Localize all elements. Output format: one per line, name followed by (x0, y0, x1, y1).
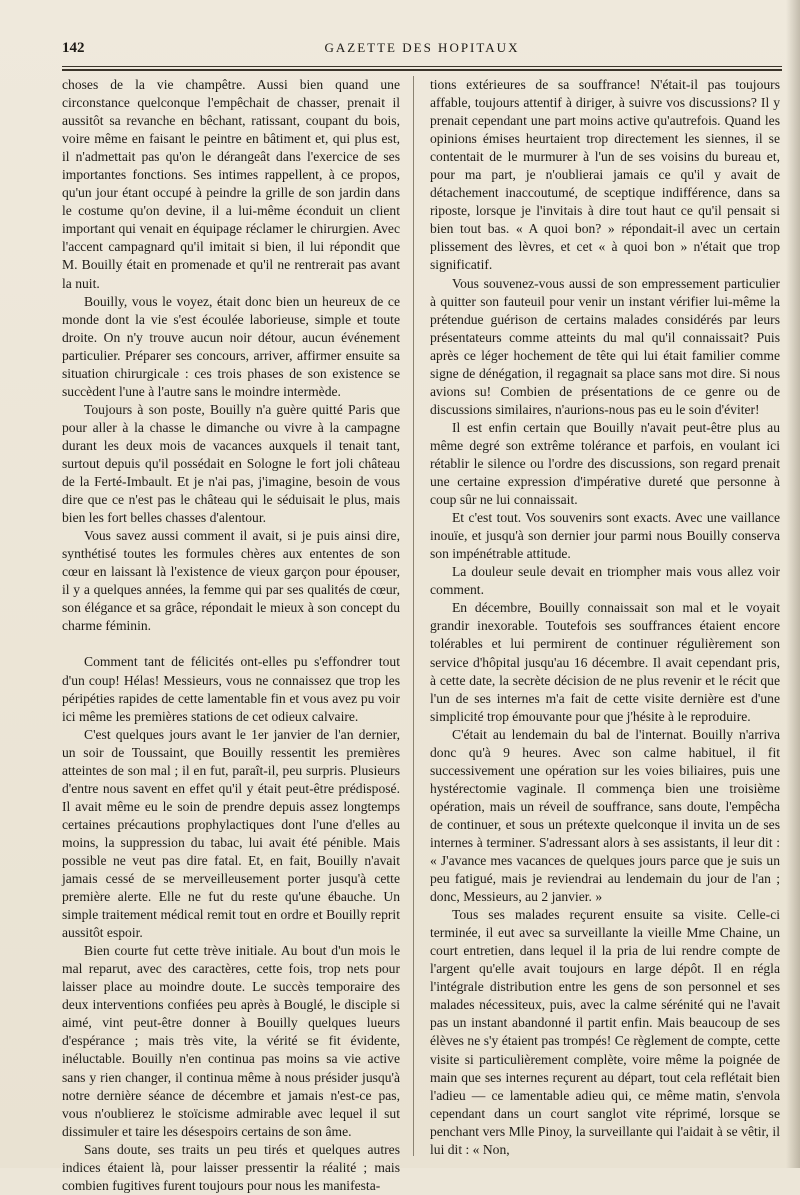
paragraph: Il est enfin certain que Bouilly n'avait peut-être plus au même degré son extrême tolérance et parfois, en voulant ici rétablir le silence ou l'ordre des discussions, son regard prenait une certaine expression d'impérative dureté que personne à coup sûr ne lui connaissait. (430, 419, 780, 508)
paragraph: Vous souvenez-vous aussi de son empressement particulier à quitter son fauteuil pour venir un instant vérifier lui-même la prétendue guérison de certains malades considérés par leurs présentateurs comme atteints du mal qu'il connaissait? Puis après ce léger hochement de tête qui lui était familier comme signe de dénégation, il regagnait sa place sans mot dire. Si nous avions su! Combien de présentations de ce genre ou de discussions similaires, n'aurions-nous pas eu le soin d'éviter! (430, 275, 780, 417)
paragraph: C'est quelques jours avant le 1er janvier de l'an dernier, un soir de Toussaint, que Bouilly ressentit les premières atteintes de son mal ; il en fut, paraît-il, peu surpris. Plusieurs d'entre nous savent en effet qu'il y était peut-être prédisposé. Il avait même eu le soin de prendre depuis assez longtemps certaines précautions prophylactiques dont l'une d'elles au moins, la suppression du tabac, lui avait été pénible. Mais possible ne veut pas dire fatal. Et, en fait, Bouilly n'avait jamais cessé de se merveilleusement porter jusqu'à cette première alerte. Elle ne fut du reste qu'une ébauche. Un simple traitement médical remit tout en ordre et Bouilly reprit aussitôt espoir. (62, 726, 400, 941)
paragraph: Tous ses malades reçurent ensuite sa visite. Celle-ci terminée, il eut avec sa surveillante la vieille Mme Chaine, un court entretien, dans lequel il la pria de lui rendre compte de l'argent qu'elle avait toujours en large dépôt. Il en régla l'intégrale distribution entre les gens de son personnel et ses malades nécessiteux, puis, avec la calme sérénité qui ne l'avait pas un instant abandonné il partit enfin. Mais beaucoup de ses élèves ne s'y étaient pas trompés! Ce règlement de compte, cette visite si particulièrement complète, voire même la poignée de main que ses internes reçurent au départ, tout cela reflétait bien l'adieu — ce lamentable adieu qui, ce même matin, s'envola cependant dans un court sanglot vite réprimé, lorsque se penchant vers Mlle Pinoy, la surveillante qui l'aidait à se vêtir, il lui dit : « Non, (430, 907, 780, 1157)
header-rule (62, 66, 782, 67)
paragraph: Et c'est tout. Vos souvenirs sont exacts. Avec une vaillance inouïe, et jusqu'à son dernier jour parmi nous Bouilly conserva son impénétrable attitude. (430, 510, 780, 562)
right-column (430, 76, 780, 1156)
paragraph: Toujours à son poste, Bouilly n'a guère quitté Paris que pour aller à la chasse le dimanche ou vivre à la campagne durant les deux mois de vacances auxquels il tenait tant, surtout depuis qu'il possédait en Sologne le fort joli château de la Ferté-Imbault. Et je n'ai pas, j'imagine, besoin de vous dire que ce n'est pas le château qui le séduisait le plus, mais bien les fort belles chasses d'alentour. (62, 401, 400, 526)
paragraph: En décembre, Bouilly connaissait son mal et le voyait grandir inexorable. Toutefois ses souffrances étaient encore tolérables et lui permirent de continuer régulièrement son service d'hôpital jusqu'au 16 décembre. Il avait cependant pris, à cette date, la secrète décision de ne plus revenir et le récit que l'un de ses internes m'a fait de cette visite dernière est d'une simplicité trop émouvante pour que j'hésite à le reproduire. (430, 600, 780, 724)
paragraph: Bouilly, vous le voyez, était donc bien un heureux de ce monde dont la vie s'est écoulée laborieuse, simple et toute droite. On n'y trouve aucun noir détour, aucun événement particulier. Préparer ses concours, arriver, affirmer ensuite sa situation chirurgicale : ces trois phases de son existence se succèdent l'une à l'autre sans le moindre intermède. (62, 293, 400, 399)
paragraph: tions extérieures de sa souffrance! N'était-il pas toujours affable, toujours attentif à diriger, à suivre vos discussions? Il y prenait cependant une part moins active qu'autrefois. Quand les opinions émises heurtaient trop directement les siennes, il se contentait de le murmurer à l'un de ses voisins du bureau et, pour ma part, je n'oublierai jamais ce qu'il y avait de détachement inaccoutumé, de sceptique indifférence, dans sa riposte, lorsque je l'invitais à dire tout haut ce qu'il pensait si bien tout bas. « A quoi bon? » répondait-il avec un certain plissement des lèvres, et cet « à quoi bon » n'était que trop significatif. (430, 77, 780, 273)
column-divider (413, 76, 414, 1156)
page-edge-shadow (786, 0, 800, 1168)
paragraph: La douleur seule devait en triompher mais vous allez voir comment. (430, 564, 780, 598)
page-number: 142 (62, 40, 85, 56)
paragraph: choses de la vie champêtre. Aussi bien quand une circonstance quelconque l'empêchait de chasser, prenait il aussitôt sa revanche en bêchant, ratissant, coupant du bois, voire même en faisant le peintre en bâtiment et, qui plus est, il n'admettait pas qu'on le dérangeât dans l'exercice de ses importantes fonctions. Ses intimes rappellent, à ce propos, qu'un jour étant occupé à peindre la grille de son jardin dans le costume qu'on devine, il a lui-même éconduit un client important qui venait en équipage réclamer le chirurgien. Avec l'accent campagnard qu'il imitait si bien, il lui répondit que M. Bouilly était en promenade et qu'il ne rentrerait pas avant la nuit. (62, 77, 400, 291)
header-rule-thick (62, 69, 782, 71)
running-title: GAZETTE DES HOPITAUX (324, 40, 520, 55)
paragraph: Comment tant de félicités ont-elles pu s'effondrer tout d'un coup! Hélas! Messieurs, vous ne connaissez que trop les péripéties rapides de cette lamentable fin et vous avez pu voir ici même les premières stations de cet odieux calvaire. (62, 654, 400, 724)
page-header (62, 36, 782, 64)
paragraph: C'était au lendemain du bal de l'internat. Bouilly n'arriva donc qu'à 9 heures. Avec son calme habituel, il fit successivement une opération sur les voies biliaires, puis une hystérectomie vaginale. Il commença bien une troisième opération, mais un réveil de souffrance, sans doute, l'empêcha de continuer, et sous un prétexte quelconque il invita un de ses internes à terminer. S'adressant alors à ses assistants, il leur dit : « J'avance mes vacances de quelques jours parce que je suis un peu fatigué, mais je reviendrai au lendemain du jour de l'an ; donc, Messieurs, au 2 janvier. » (430, 726, 780, 905)
left-column (62, 76, 400, 1193)
paragraph: Vous savez aussi comment il avait, si je puis ainsi dire, synthétisé toutes les formules chères aux ententes de son cœur en laissant là l'existence de vieux garçon pour épouser, il y a quelques années, la femme qui par ses qualités de cœur, son élégance et sa grâce, répondait le mieux à son concept du charme féminin. (62, 528, 400, 634)
paragraph: Sans doute, ses traits un peu tirés et quelques autres indices étaient là, pour laisser pressentir la réalité ; mais combien fugitives furent toujours pour nous les manifesta- (62, 1141, 400, 1193)
paragraph: Bien courte fut cette trève initiale. Au bout d'un mois le mal reparut, avec des caractères, cette fois, trop nets pour laisser place au moindre doute. Le succès temporaire des deux interventions confiées peu après à Bouglé, le disciple si aimé, vint peut-être donner à Bouilly quelques lueurs d'espérance ; mais très vite, la vérité se fit évidente, inéluctable. Bouilly n'en continua pas moins sa vie active sans y rien changer, il continua même à nous présider jusqu'à notre dernière séance de décembre et jamais n'est-ce pas, vous n'oublierez le stoïcisme admirable avec lequel il sut dissimuler et taire les désespoirs certains de son âme. (62, 943, 400, 1139)
